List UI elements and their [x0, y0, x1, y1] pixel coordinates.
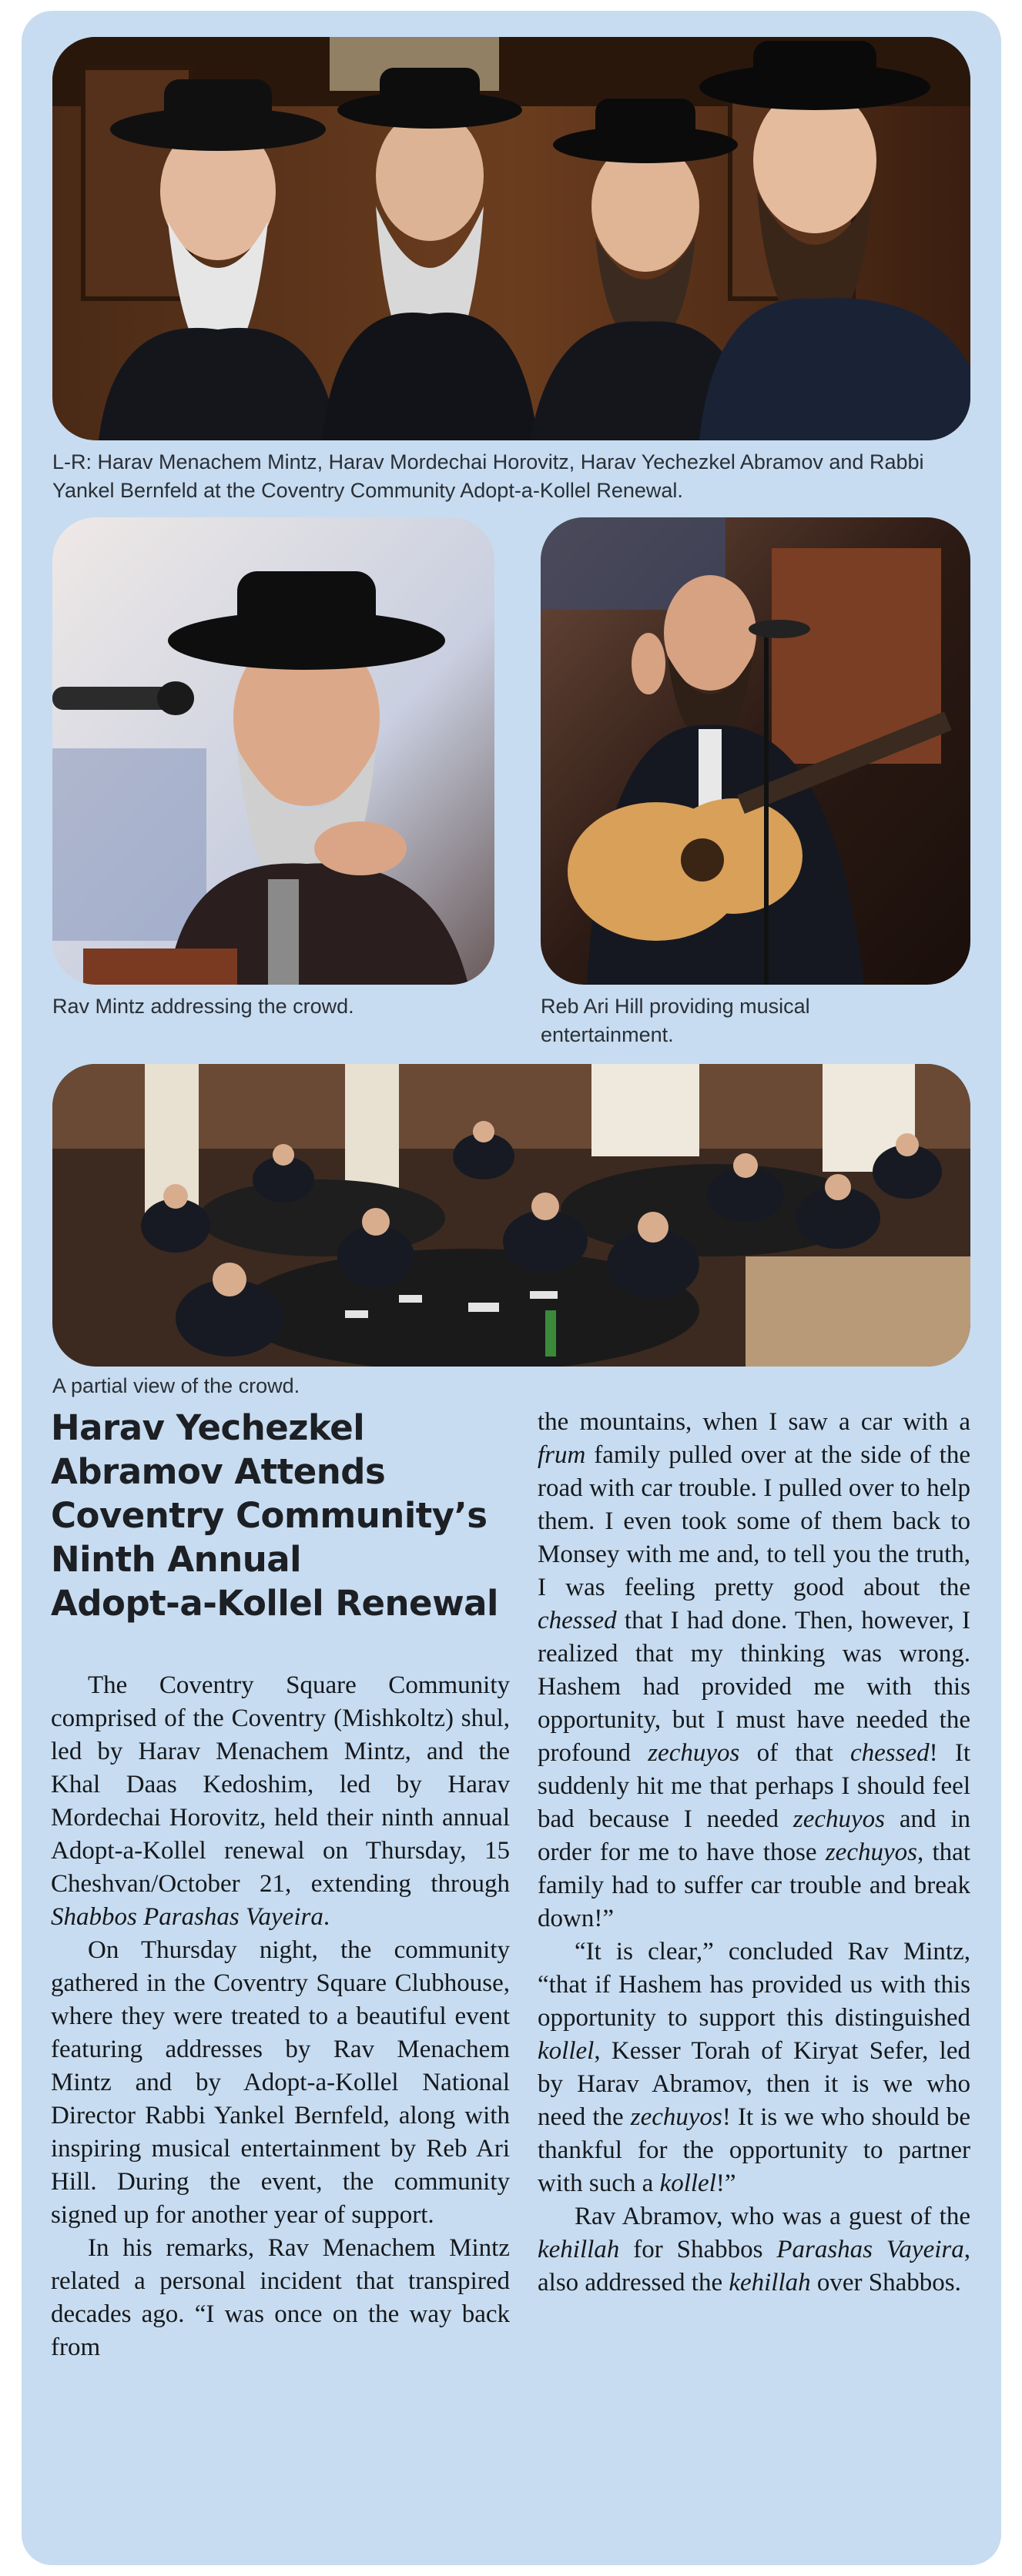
musician-photo: [541, 517, 970, 985]
headline-line: Adopt-a-Kollel Renewal: [51, 1583, 498, 1624]
caption-crowd-photo: A partial view of the crowd.: [52, 1374, 300, 1397]
article-headline: [51, 1406, 513, 1625]
caption-group-photo: L-R: Harav Menachem Mintz, Harav Mordechai Horovitz, Harav Yechezkel Abramov and Rabbi Yankel Bernfeld at the Coventry Community Adopt-a-Kollel Renewal.: [52, 450, 924, 502]
article-paragraph: The Coventry Square Community comprised of the Coventry (Mishkoltz) shul, led by Harav Menachem Mintz, and the Khal Daas Kedoshim, led by Harav Mordechai Horovitz, held their ninth annual Adopt-a-Kollel renewal on Thursday, 15 Cheshvan/October 21, extending through Shabbos Parashas Vayeira.: [51, 1671, 510, 1931]
article-panel: [22, 11, 1001, 2565]
article-paragraph: In his remarks, Rav Menachem Mintz related a personal incident that transpired decades ago. “I was once on the way back from: [51, 2234, 510, 2361]
article-column-right: [538, 1406, 970, 2300]
group-photo: [52, 37, 970, 440]
article-paragraph: On Thursday night, the community gathered in the Coventry Square Clubhouse, where they were treated to a beautiful event featuring addresses by Rav Menachem Mintz and by Adopt-a-Kollel National Director Rabbi Yankel Bernfeld, along with inspiring musical entertainment by Reb Ari Hill. During the event, the community signed up for another year of support.: [51, 1936, 510, 2229]
caption-speaker-photo: Rav Mintz addressing the crowd.: [52, 995, 354, 1018]
article-column-left: [51, 1669, 510, 2364]
article-paragraph: the mountains, when I saw a car with a frum family pulled over at the side of the road with car trouble. I pulled over to help them. I even took some of them back to Monsey with me and, to tell you the truth, I was feeling pretty good about the chessed that I had done. Then, however, I realized that my thinking was wrong. Hashem had provided me with this opportunity, but I must have needed the profound zechuyos of that chessed! It suddenly hit me that perhaps I should feel bad because I needed zechuyos and in order for me to have those zechuyos, that family had to suffer car trouble and break down!”: [538, 1408, 970, 1932]
speaker-photo: [52, 517, 494, 985]
article-paragraph: Rav Abramov, who was a guest of the kehillah for Shabbos Parashas Vayeira, also addressed the kehillah over Shabbos.: [538, 2203, 970, 2297]
headline-line: Harav Yechezkel: [51, 1407, 365, 1448]
headline-line: Ninth Annual: [51, 1539, 302, 1580]
headline-line: Coventry Community’s: [51, 1495, 488, 1536]
article-paragraph: “It is clear,” concluded Rav Mintz, “that if Hashem has provided us with this opportunity to support this distinguished kollel, Kesser Torah of Kiryat Sefer, led by Harav Abramov, then it is we who need the zechuyos! It is we who should be thankful for the opportunity to partner with such a kollel!”: [538, 1938, 970, 2197]
caption-musician-photo: Reb Ari Hill providing musical entertainment.: [541, 995, 810, 1046]
crowd-photo: [52, 1064, 970, 1367]
headline-line: Abramov Attends: [51, 1451, 386, 1492]
